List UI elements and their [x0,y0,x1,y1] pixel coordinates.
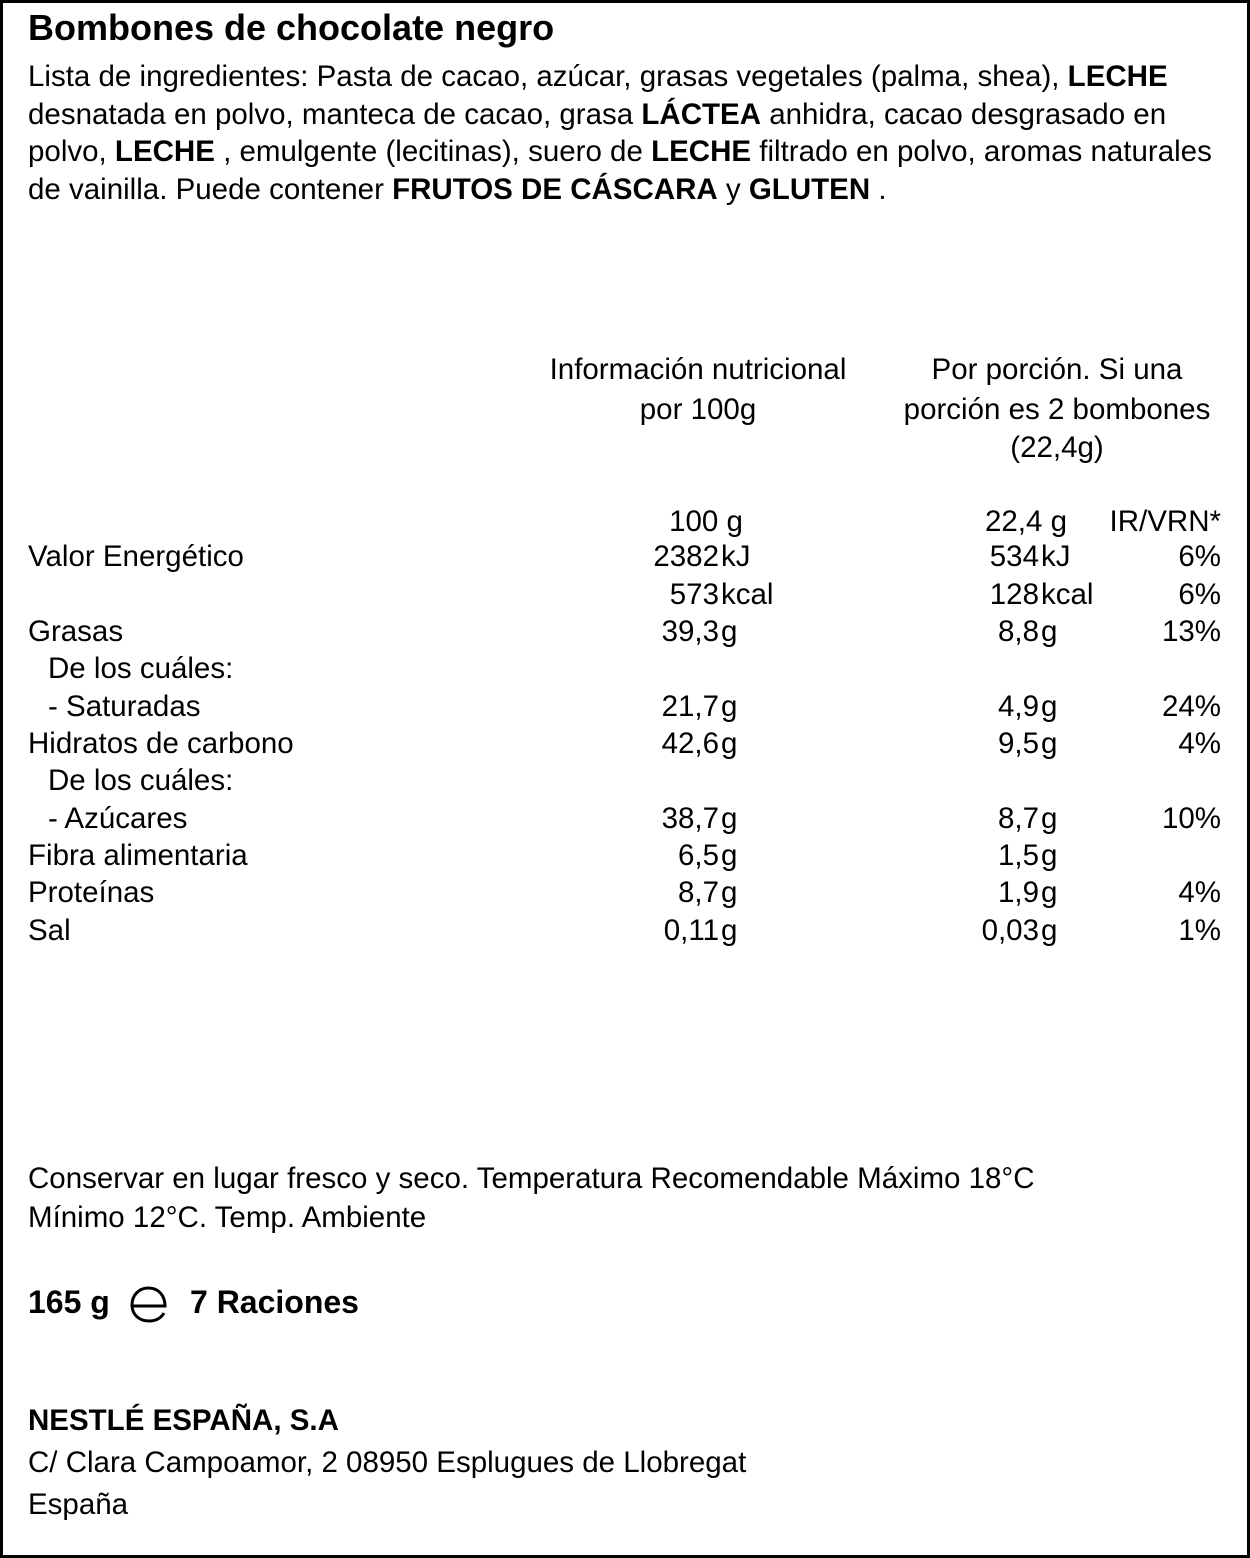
nutrient-ri: 24% [1161,690,1221,723]
allergen-text: GLUTEN [748,172,871,206]
subheader-portion: 22,4 g [984,505,1067,538]
nutrient-ri: 10% [1161,802,1221,835]
energy-kj-per100: 2382 [653,540,719,573]
portions-count: 7 Raciones [190,1284,359,1320]
nutrient-portion-unit: g [1041,876,1058,909]
nutrient-label: Grasas [28,615,124,648]
nutrient-portion-unit: g [1041,914,1058,947]
company-address: C/ Clara Campoamor, 2 08950 Esplugues de Llobregat [28,1446,747,1479]
allergen-text: LECHE [651,135,752,168]
ingredient-text: y [717,172,749,206]
nutrient-unit: g [721,615,738,648]
nutrient-portion: 8,7 [997,802,1039,835]
nutrient-ri: 4% [1178,727,1221,760]
ingredient-text: . [870,172,887,206]
energy-kcal-per100: 573 [669,578,719,611]
allergen-text: FRUTOS DE CÁSCARA [392,172,718,206]
nutrient-unit: g [721,802,738,835]
ingredient-text: desnatada en polvo, manteca de cacao, grasa [28,97,642,131]
storage-line1: Conservar en lugar fresco y seco. Temperatura Recomendable Máximo 18°C [28,1162,1035,1195]
nutrient-portion: 0,03 [981,914,1039,947]
nutrient-per100: 6,5 [677,839,719,872]
energy-kcal-ri: 6% [1178,578,1221,611]
nutrient-ri: 1% [1178,914,1221,947]
nutrient-portion-unit: g [1041,802,1058,835]
nutrient-portion: 9,5 [997,727,1039,760]
nutrient-portion-unit: g [1041,727,1058,760]
nutrient-per100: 42,6 [661,727,719,760]
allergen-text: LECHE [114,135,215,168]
energy-kcal-unit-portion: kcal [1041,578,1094,611]
ingredient-text: , emulgente (lecitinas), suero de [214,135,652,168]
nutrient-ri: 4% [1178,876,1221,909]
ingredients-list [28,58,1228,208]
header-portion-line3: (22,4g) [1010,431,1104,464]
ingredient-text: filtrado en polvo, aromas naturales de vainilla. Puede contener [28,135,1212,206]
allergen-text: LÁCTEA [641,97,762,131]
net-weight: 165 g [28,1284,110,1320]
nutrient-per100: 21,7 [661,690,719,723]
nutrient-portion: 4,9 [997,690,1039,723]
nutrient-portion: 1,9 [997,876,1039,909]
ingredient-text: Lista de ingredientes: Pasta de cacao, azúcar, grasas vegetales (palma, shea), [28,60,1068,93]
nutrient-unit: g [721,839,738,872]
energy-kcal-portion: 128 [989,578,1039,611]
subheader-per100: 100 g [669,505,743,538]
nutrient-label: - Azúcares [48,802,188,835]
energy-kj-unit: kJ [721,540,751,573]
energy-kcal-unit: kcal [721,578,774,611]
nutrient-ri: 13% [1161,615,1221,648]
header-per100-line2: por 100g [639,393,757,426]
estimated-e-icon [128,1284,170,1324]
nutrient-per100: 39,3 [661,615,719,648]
nutrient-portion-unit: g [1041,615,1058,648]
nutrient-per100: 38,7 [661,802,719,835]
nutrient-unit: g [721,690,738,723]
company-country: España [28,1488,129,1521]
storage-line2: Mínimo 12°C. Temp. Ambiente [28,1201,427,1234]
header-portion-line1: Por porción. Si una [931,353,1183,386]
energy-kj-ri: 6% [1178,540,1221,573]
nutrient-unit: g [721,914,738,947]
nutrient-per100: 0,11 [663,914,719,947]
nutrient-label: Sal [28,914,71,947]
nutrient-label: Proteínas [28,876,155,909]
ingredient-text: anhidra, cacao desgrasado en polvo, [28,97,1167,168]
nutrient-per100: 8,7 [677,876,719,909]
allergen-text: LECHE [1067,60,1168,93]
energy-label: Valor Energético [28,540,244,573]
nutrient-unit: g [721,876,738,909]
nutrient-sublabel: De los cuáles: [48,764,234,797]
nutrient-label: Fibra alimentaria [28,839,248,872]
nutrient-label: - Saturadas [48,690,201,723]
energy-kj-portion: 534 [989,540,1039,573]
nutrient-label: Hidratos de carbono [28,727,294,760]
company-name: NESTLÉ ESPAÑA, S.A [28,1404,339,1437]
nutrient-sublabel: De los cuáles: [48,652,234,685]
energy-kj-unit-portion: kJ [1041,540,1071,573]
nutrient-portion: 8,8 [997,615,1039,648]
product-title: Bombones de chocolate negro [28,7,555,48]
header-per100-line1: Información nutricional [549,353,847,386]
nutrient-unit: g [721,727,738,760]
header-portion-line2: porción es 2 bombones [903,393,1211,426]
subheader-ri: IR/VRN* [1109,505,1221,538]
nutrient-portion-unit: g [1041,690,1058,723]
nutrient-portion-unit: g [1041,839,1058,872]
nutrient-portion: 1,5 [997,839,1039,872]
